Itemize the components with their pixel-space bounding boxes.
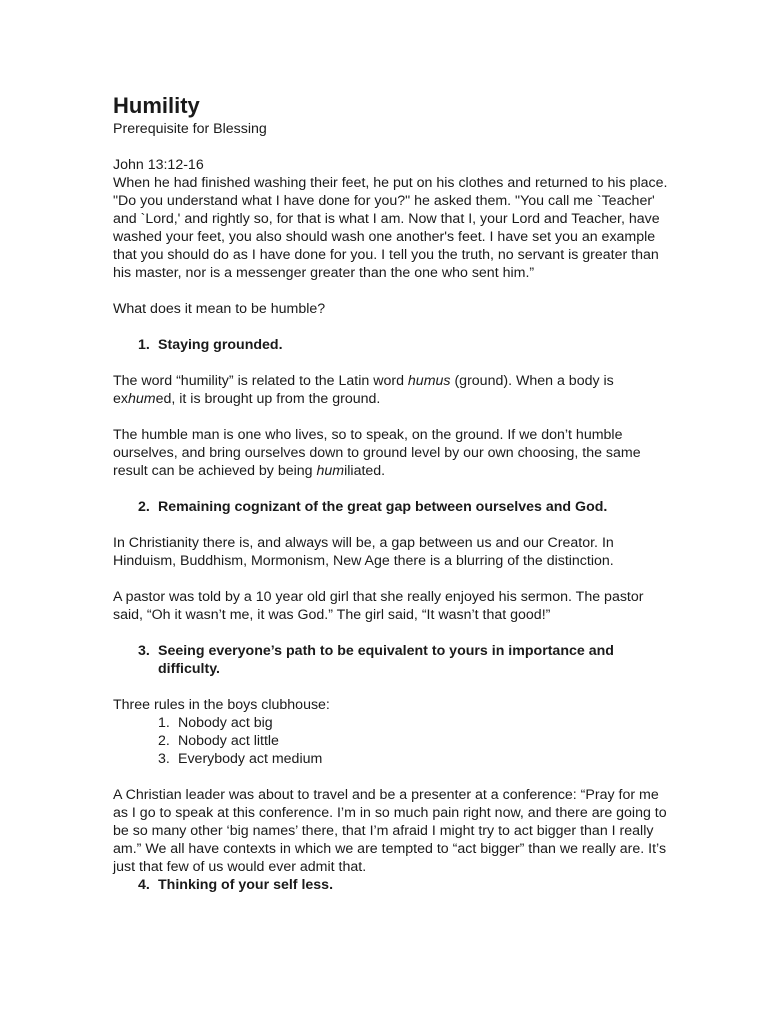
section-2-paragraph-1: In Christianity there is, and always will be, a gap between us and our Creator. In Hinduism, Buddhism, Mormonism, New Age there is a blurring of the distinction. [113,535,614,569]
section-heading-text: Remaining cognizant of the great gap between ourselves and God. [158,499,608,515]
section-1-paragraph-2: The humble man is one who lives, so to speak, on the ground. If we don’t humble ourselves, and bring ourselves down to ground level by our own choosing, the same result can be achieved by being humiliated. [113,427,641,479]
section-2-heading [113,498,673,516]
rules-list [113,714,673,768]
section-number: 2. [138,499,150,515]
section-4-heading [113,876,673,894]
rules-intro: Three rules in the boys clubhouse: [113,697,330,713]
section-heading-text: Staying grounded. [158,337,283,353]
section-heading-text: Seeing everyone’s path to be equivalent to yours in importance and difficulty. [158,643,614,677]
section-1-heading [113,336,673,354]
scripture-text: When he had finished washing their feet, he put on his clothes and returned to his place. "Do you understand what I have done for you?" he asked them. "You call me `Teacher' and `Lord,' and rightly so, for that is what I am. Now that I, your Lord and Teacher, have washed your feet, you also should wash one another's feet. I have set you an example that you should do as I have done for you. I tell you the truth, no servant is greater than his master, nor is a messenger greater than the one who sent him.” [113,175,668,281]
section-heading-text: Thinking of your self less. [158,877,334,893]
section-2-paragraph-2: A pastor was told by a 10 year old girl that she really enjoyed his sermon. The pastor said, “Oh it wasn’t me, it was God.” The girl said, “It wasn’t that good!” [113,589,644,623]
section-number: 4. [138,877,150,893]
question-text: What does it mean to be humble? [113,301,326,317]
section-number: 3. [138,643,150,659]
section-3-paragraph-2: A Christian leader was about to travel and be a presenter at a conference: “Pray for me as I go to speak at this conference. I’m in so much pain right now, and there are going to be so many other ‘big names’ there, that I’m afraid I might try to act bigger than I really am.” We all have contexts in which we are tempted to “act bigger” than we really are. It’s just that few of us would ever admit that. [113,787,667,875]
document-title: Humility [113,93,200,118]
document-page [113,92,673,912]
document-subtitle: Prerequisite for Blessing [113,121,267,137]
scripture-reference: John 13:12-16 [113,157,204,173]
section-number: 1. [138,337,150,353]
list-item: 2. Nobody act little [158,733,279,749]
section-3-heading [113,642,673,678]
list-item: 3. Everybody act medium [158,751,323,767]
list-item: 1. Nobody act big [158,715,273,731]
section-1-paragraph-1: The word “humility” is related to the Latin word humus (ground). When a body is exhumed, it is brought up from the ground. [113,373,614,407]
